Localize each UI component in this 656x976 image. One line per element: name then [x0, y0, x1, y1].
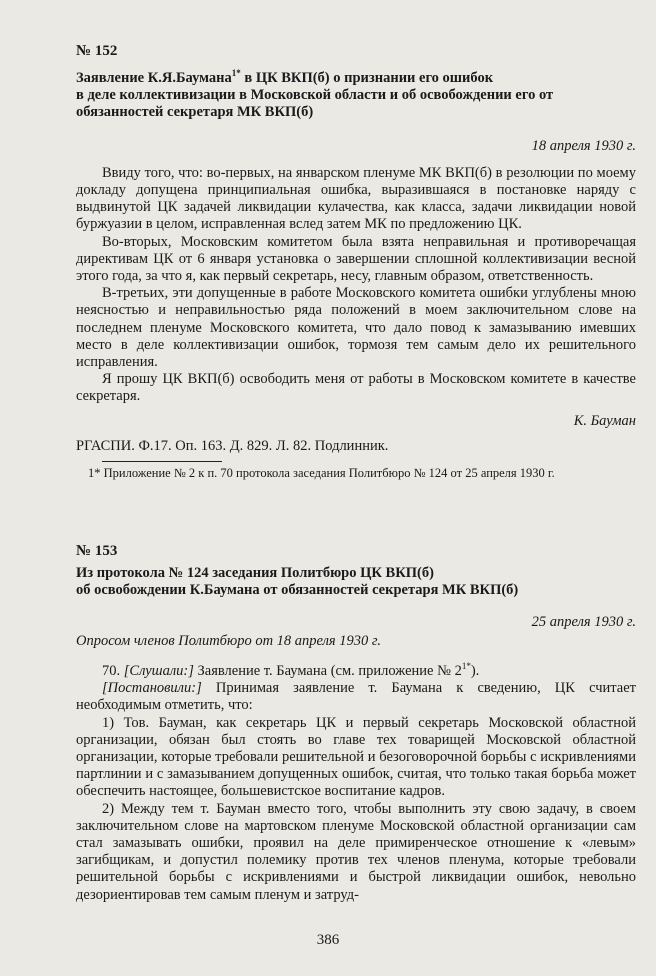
- doc-152-source: РГАСПИ. Ф.17. Оп. 163. Д. 829. Л. 82. Подлинник.: [76, 437, 389, 454]
- doc-153-poll: Опросом членов Политбюро от 18 апреля 1930 г.: [76, 633, 382, 649]
- heard-line: [76, 658, 636, 680]
- footnote-divider: [102, 461, 222, 462]
- title-part: в деле коллективизации в Московской области и об освобождении его от: [76, 86, 554, 103]
- title-part: обязанностей секретаря МК ВКП(б): [76, 103, 314, 120]
- doc-152-title: [76, 65, 636, 121]
- doc-152-body: [76, 165, 636, 406]
- doc-153-number: № 153: [76, 543, 118, 559]
- doc-152-signature: К. Бауман: [573, 412, 636, 429]
- title-part: Из протокола № 124 заседания Политбюро ЦК ВКП(б): [76, 565, 434, 581]
- heard-end: ).: [470, 663, 480, 680]
- doc-153: [76, 542, 636, 904]
- doc-152-date: 18 апреля 1930 г.: [531, 137, 636, 154]
- footnote-ref: 1*: [231, 68, 241, 78]
- resolved-text: Принимая заявление т. Баумана к сведению, ЦК считает необходимым отметить, что:: [76, 680, 636, 714]
- doc-152-number: № 152: [76, 43, 118, 59]
- title-part: Заявление К.Я.Баумана: [76, 69, 232, 86]
- point: 1) Тов. Бауман, как секретарь ЦК и первый секретарь Московской областной организации, обязан был стоять во главе тех товарищей Московской областной организации, которые требовали решительной и безоговорочной борьбы с искривлениями партлинии и с замазыванием допущенных ошибок, считая, что только такая борьба может обеспечить настоящее, большевистское воспитание кадров.: [76, 714, 636, 800]
- title-part: в ЦК ВКП(б) о признании его ошибок: [240, 69, 494, 86]
- resolved-line: [76, 680, 636, 714]
- paragraph: В-третьих, эти допущенные в работе Московского комитета ошибки углублены мною неясностью и неправильностью ряда положений в моем заключительном слове на последнем пленуме Московского комитета, что дало повод к замазыванию имевших место в деле коллективизации ошибок, тормозя тем самым дело их решительного исправления.: [76, 285, 636, 371]
- footnote-ref: 1*: [461, 661, 471, 672]
- heard-label: [Слушали:]: [123, 663, 194, 680]
- paragraph: Ввиду того, что: во-первых, на январском пленуме МК ВКП(б) в резолюции по моему докладу допущена принципиальная ошибка, выразившаяся в постановке наряду с выдвинутой ЦК задачей ликвидации кулачества, как класса, задачи ликвидации новой буржуазии в целом, исправленная вслед затем МК по предложению ЦК.: [76, 164, 636, 233]
- doc-153-date: 25 апреля 1930 г.: [531, 614, 636, 630]
- doc-153-title: [76, 565, 636, 599]
- page-number: 386: [316, 932, 340, 948]
- resolved-label: [Постановили:]: [102, 680, 202, 697]
- heard-text: Заявление т. Баумана (см. приложение № 2: [193, 663, 462, 680]
- item-number: 70.: [102, 663, 124, 680]
- doc-152: [76, 42, 636, 481]
- doc-152-footnote: 1* Приложение № 2 к п. 70 протокола заседания Политбюро № 124 от 25 апреля 1930 г.: [88, 465, 555, 480]
- paragraph: Во-вторых, Московским комитетом была взята неправильная и противоречащая директивам ЦК от 6 января установка о завершении сплошной коллективизации весной этого года, за что я, как первый секретарь, несу, главным образом, ответственность.: [76, 233, 636, 285]
- paragraph: Я прошу ЦК ВКП(б) освободить меня от работы в Московском комитете в качестве секретаря.: [76, 371, 636, 405]
- title-part: об освобождении К.Баумана от обязанностей секретаря МК ВКП(б): [76, 582, 519, 598]
- point: 2) Между тем т. Бауман вместо того, чтобы выполнить эту свою задачу, в своем заключительном слове на мартовском пленуме Московской областной организации сам стал замазывать ошибки, проявил на деле примиренческое отношение к «левым» загибщикам, и допустил полемику против тех членов пленума, которые требовали решительной борьбы с искривлениями и быстрой ликвидации ошибок, невольно дезориентировав тем самым пленум и затруд-: [76, 800, 636, 903]
- doc-153-body: [76, 658, 636, 904]
